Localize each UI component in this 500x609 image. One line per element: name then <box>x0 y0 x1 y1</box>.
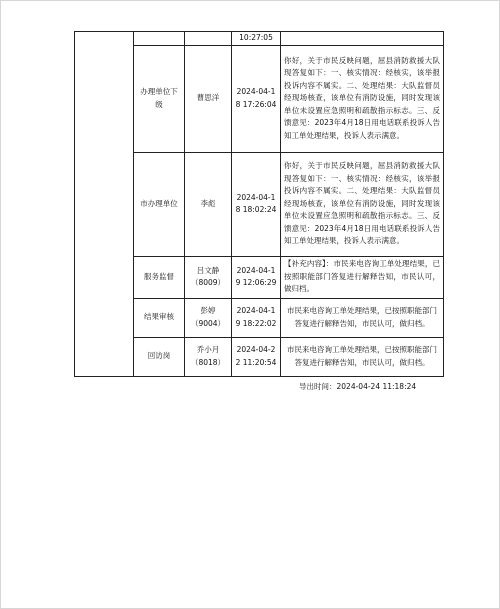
merged-left-cell <box>75 32 134 377</box>
processing-record-table <box>74 31 444 377</box>
person-cell: 彭婷（9004） <box>185 298 232 337</box>
dept-cell: 市办理单位 <box>134 152 185 256</box>
dept-cell: 结果审核 <box>134 298 185 337</box>
content-cell: 你好，关于市民反映问题，屈县消防救援大队现答复如下：一、核实情况：经核实，该举报投诉内容不属实。二、处理结果：大队监督员经现场核查，该单位有消防设施，同时发现该单位未设置应急照明和疏散指示标志。三、反馈意见：2023年4月18日用电话联系投诉人告知工单处理结果，投诉人表示满意。 <box>281 152 444 256</box>
dept-cell: 办理单位下级 <box>134 45 185 152</box>
person-cell: 乔小月（8018） <box>185 337 232 376</box>
time-cell: 2024-04-18 17:26:04 <box>232 45 281 152</box>
time-cell: 2024-04-19 12:06:29 <box>232 256 281 298</box>
export-timestamp: 导出时间：2024-04-24 11:18:24 <box>299 382 417 391</box>
time-cell: 2024-04-18 18:02:24 <box>232 152 281 256</box>
person-cell: 李彪 <box>185 152 232 256</box>
time-cell: 2024-04-19 18:22:02 <box>232 298 281 337</box>
dept-cell: 服务监督 <box>134 256 185 298</box>
content-cell: 市民来电咨询工单处理结果，已按照职能部门答复进行解释告知，市民认可，做归档。 <box>281 298 444 337</box>
dept-cell: 回访岗 <box>134 337 185 376</box>
time-cell: 10:27:05 <box>232 32 281 46</box>
person-cell: 曹思洋 <box>185 45 232 152</box>
table-row <box>75 32 444 46</box>
person-cell: 吕文静（8009） <box>185 256 232 298</box>
content-cell: 【补充内容】：市民来电咨询工单处理结果，已按照职能部门答复进行解释告知，市民认可，做归档。 <box>281 256 444 298</box>
person-cell <box>185 32 232 46</box>
content-cell: 市民来电咨询工单处理结果，已按照职能部门答复进行解释告知，市民认可，做归档。 <box>281 337 444 376</box>
dept-cell <box>134 32 185 46</box>
time-cell: 2024-04-22 11:20:54 <box>232 337 281 376</box>
content-cell <box>281 32 444 46</box>
content-cell: 你好，关于市民反映问题，屈县消防救援大队现答复如下：一、核实情况：经核实，该举报投诉内容不属实。二、处理结果：大队监督员经现场核查，该单位有消防设施，同时发现该单位未设置应急照明和疏散指示标志。三、反馈意见：2023年4月18日用电话联系投诉人告知工单处理结果，投诉人表示满意。 <box>281 45 444 152</box>
